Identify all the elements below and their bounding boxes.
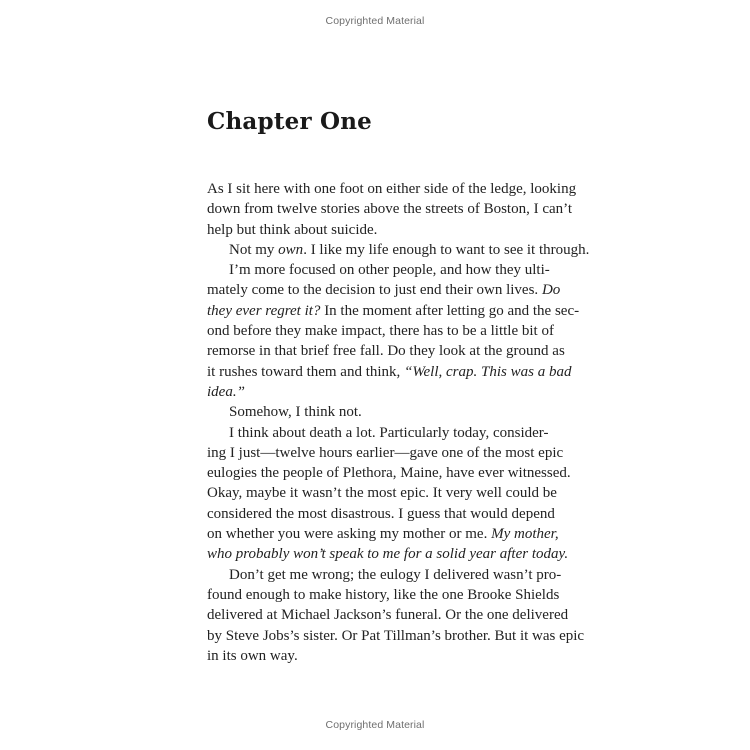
- text-segment: it rushes toward them and think,: [207, 363, 405, 380]
- text-line: [207, 179, 577, 199]
- italic-text: own: [278, 241, 304, 258]
- text-line: [207, 565, 562, 585]
- text-line: [207, 240, 590, 260]
- text-line: [207, 504, 555, 524]
- text-segment: eulogies the people of Plethora, Maine, have ever witnessed.: [207, 465, 571, 482]
- text-segment: considered the most disastrous. I guess that would depend: [207, 505, 555, 522]
- text-segment: down from twelve stories above the streets of Boston, I can’t: [207, 201, 573, 218]
- italic-text: idea.”: [207, 383, 245, 400]
- text-segment: Okay, maybe it wasn’t the most epic. It very well could be: [207, 485, 557, 502]
- text-segment: Somehow, I think not.: [229, 404, 362, 421]
- text-segment: delivered at Michael Jackson’s funeral. Or the one delivered: [207, 607, 569, 624]
- text-segment: In the moment after letting go and the sec-: [320, 302, 580, 319]
- text-line: [207, 220, 528, 240]
- text-segment: on whether you were asking my mother or me.: [207, 526, 492, 543]
- text-segment: mately come to the decision to just end their own lives.: [207, 282, 542, 299]
- text-segment: by Steve Jobs’s sister. Or Pat Tillman’s brother. But it was epic: [207, 627, 585, 644]
- text-segment: found enough to make history, like the one Brooke Shields: [207, 586, 560, 603]
- text-segment: help but think about suicide.: [207, 221, 378, 238]
- italic-text: they ever regret it?: [207, 302, 321, 319]
- text-line: [207, 585, 560, 605]
- text-segment: . I like my life enough to want to see it through.: [303, 241, 590, 258]
- text-line: [207, 341, 565, 361]
- text-line: [207, 605, 569, 625]
- chapter-body-text: [207, 179, 590, 666]
- text-segment: Not my: [229, 241, 279, 258]
- text-line: [207, 362, 572, 382]
- italic-text: “Well, crap. This was a bad: [404, 363, 572, 380]
- text-line: [207, 301, 580, 321]
- text-line: [207, 626, 585, 646]
- text-line: [207, 443, 564, 463]
- text-segment: ond before they make impact, there has to be a little bit of: [207, 323, 554, 340]
- chapter-title: Chapter One: [207, 108, 372, 135]
- text-line: [207, 260, 550, 280]
- text-line: [207, 382, 528, 402]
- text-line: [207, 524, 559, 544]
- italic-text: My mother,: [491, 526, 559, 543]
- text-line: [207, 321, 554, 341]
- text-line: [207, 646, 528, 666]
- text-line: [207, 199, 573, 219]
- text-segment: As I sit here with one foot on either side of the ledge, looking: [207, 181, 577, 197]
- text-segment: ing I just—twelve hours earlier—gave one of the most epic: [207, 444, 564, 461]
- text-line: [207, 280, 561, 300]
- text-line: [207, 483, 557, 503]
- text-line: [207, 463, 571, 483]
- text-segment: I think about death a lot. Particularly today, consider-: [229, 424, 549, 441]
- text-segment: in its own way.: [207, 647, 298, 664]
- italic-text: Do: [541, 282, 561, 299]
- text-segment: remorse in that brief free fall. Do they look at the ground as: [207, 343, 565, 360]
- text-segment: I’m more focused on other people, and how they ulti-: [229, 262, 550, 279]
- text-line: [207, 423, 549, 443]
- italic-text: who probably won’t speak to me for a solid year after today.: [207, 546, 569, 563]
- copyright-watermark-bottom: Copyrighted Material: [325, 719, 425, 731]
- copyright-watermark-top: Copyrighted Material: [325, 15, 425, 27]
- text-line: [207, 544, 569, 564]
- text-line: [207, 402, 528, 422]
- text-segment: Don’t get me wrong; the eulogy I delivered wasn’t pro-: [229, 566, 562, 583]
